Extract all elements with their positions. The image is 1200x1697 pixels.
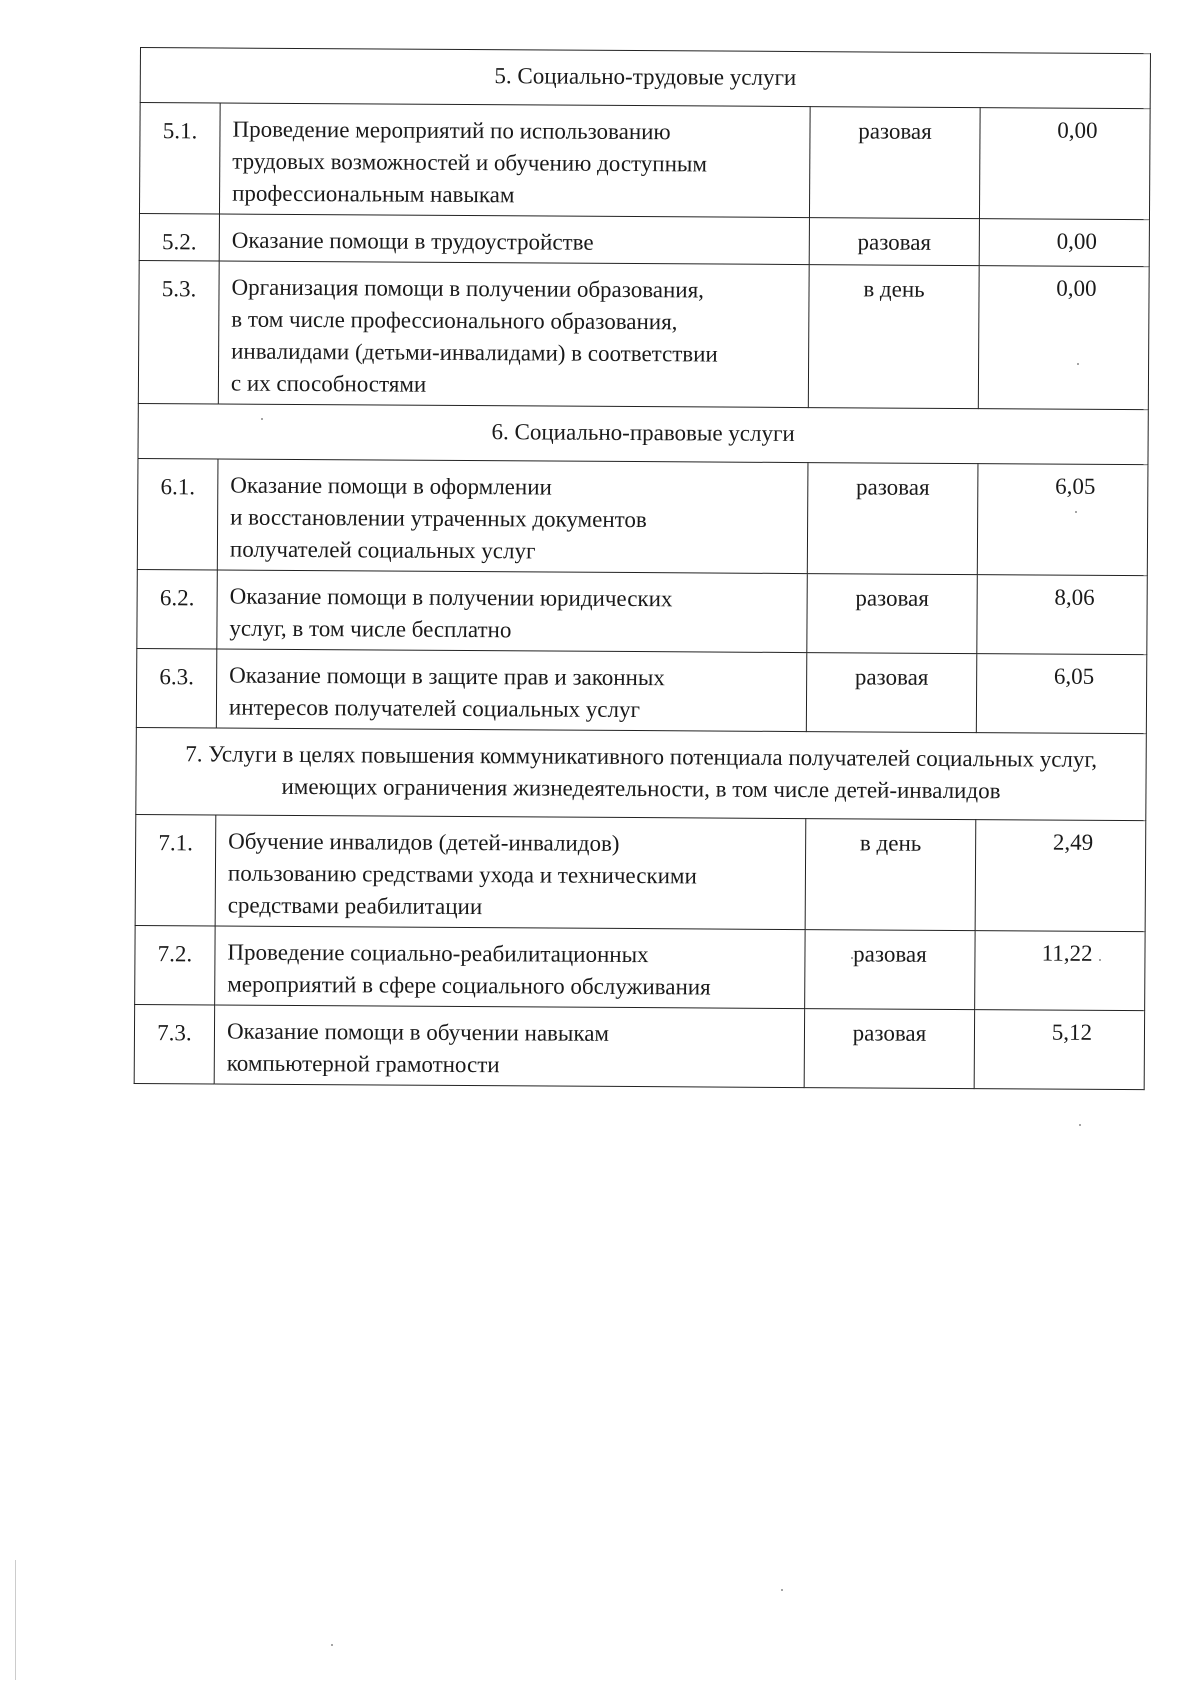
service-name-line: мероприятий в сфере социального обслуживания	[227, 971, 711, 1000]
service-name-line: средствами реабилитации	[227, 892, 483, 920]
service-name-line: Оказание помощи в защите прав и законных	[229, 662, 665, 691]
service-frequency: разовая	[809, 107, 980, 219]
service-price: 8,06	[977, 575, 1148, 655]
service-name-line: профессиональным навыкам	[232, 180, 515, 208]
service-name-line: Проведение социально-реабилитационных	[227, 939, 649, 968]
service-name-line: в том числе профессионального образования,	[231, 306, 678, 335]
service-name-line: инвалидами (детьми-инвалидами) в соответствии	[231, 338, 718, 367]
row-number: 5.3.	[138, 260, 219, 403]
service-name-line: Оказание помощи в трудоустройстве	[231, 227, 594, 255]
service-name-line: Оказание помощи в обучении навыкам	[226, 1018, 610, 1046]
row-number: 5.2.	[139, 213, 219, 260]
service-price: 5,12	[974, 1010, 1145, 1090]
row-number: 6.1.	[137, 458, 218, 569]
row-number: 7.2.	[135, 925, 215, 1004]
service-name-line: интересов получателей социальных услуг	[228, 694, 641, 723]
service-frequency: разовая	[805, 930, 975, 1010]
service-frequency: разовая	[807, 574, 977, 654]
service-name-line: услуг, в том числе бесплатно	[229, 615, 512, 643]
service-price: 0,00	[979, 219, 1149, 267]
row-number: 6.3.	[136, 648, 216, 727]
service-name-line: с их способностями	[230, 370, 427, 397]
service-name-line: и восстановлении утраченных документов	[230, 504, 647, 533]
service-name-line: Оказание помощи в получении юридических	[229, 583, 673, 612]
service-name-line: трудовых возможностей и обучению доступным	[232, 148, 708, 177]
service-frequency: в день	[808, 265, 979, 409]
row-number: 6.2.	[137, 569, 217, 648]
service-frequency: разовая	[809, 218, 979, 266]
row-number: 7.1.	[135, 814, 216, 925]
service-name-line: Организация помощи в получении образования,	[231, 274, 705, 303]
service-name-line: пользованию средствами ухода и техническими	[227, 860, 697, 889]
service-frequency: разовая	[804, 1009, 974, 1089]
section-title: 6. Социально-правовые услуги	[138, 403, 1148, 464]
service-name-line: компьютерной грамотности	[226, 1050, 500, 1078]
service-price: 6,05	[977, 464, 1148, 576]
service-frequency: в день	[805, 819, 976, 931]
service-frequency: разовая	[806, 653, 976, 733]
service-price: 0,00	[979, 108, 1150, 220]
service-price: 2,49	[975, 820, 1146, 932]
service-frequency: разовая	[807, 463, 978, 575]
section-title: 7. Услуги в целях повышения коммуникативного потенциала получателей социальных услуг, имеющих ограничения жизнедеятельности, в том числе детей-инвалидов	[136, 727, 1147, 820]
service-price: 11,22	[975, 931, 1146, 1011]
service-name-line: Проведение мероприятий по использованию	[232, 116, 671, 145]
row-number: 5.1.	[139, 103, 220, 214]
service-name-line: Оказание помощи в оформлении	[230, 472, 552, 500]
row-number: 7.3.	[134, 1004, 214, 1083]
service-name-line: Обучение инвалидов (детей-инвалидов)	[228, 828, 620, 856]
service-price: 6,05	[976, 654, 1147, 734]
section-title: 5. Социально-трудовые услуги	[140, 48, 1150, 109]
service-price: 0,00	[978, 266, 1149, 410]
service-name-line: получателей социальных услуг	[229, 536, 536, 564]
